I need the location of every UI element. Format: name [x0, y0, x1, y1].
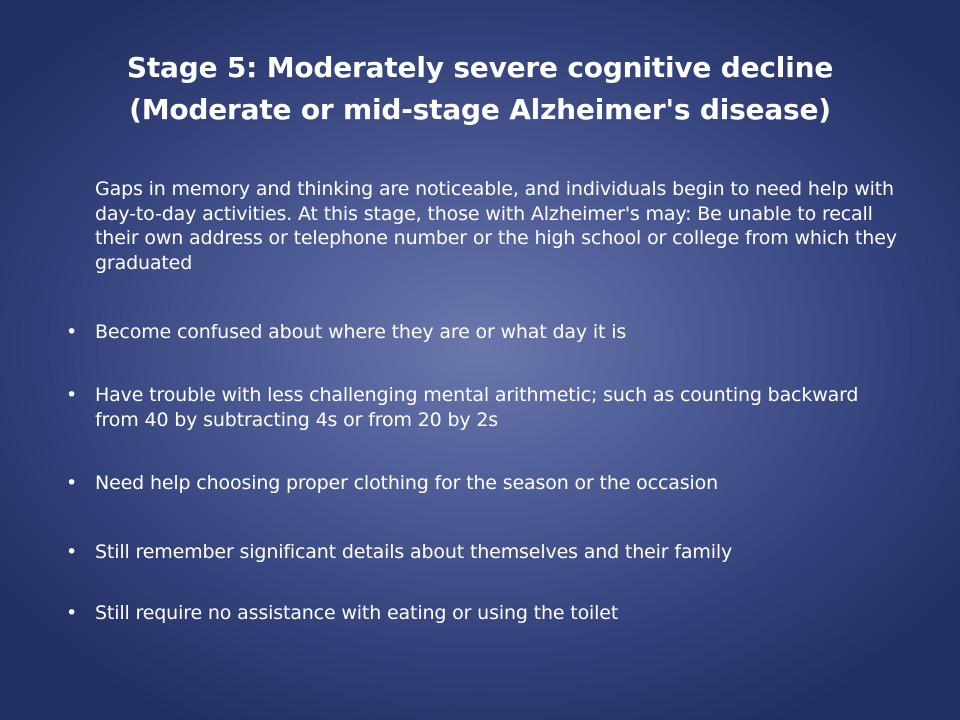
bullet-item-no-assistance: Still require no assistance with eating or using the toilet: [95, 602, 619, 624]
bullet-icon: •: [66, 472, 78, 494]
bullet-icon: •: [66, 541, 78, 563]
slide-title-line-2: (Moderate or mid-stage Alzheimer's disease): [129, 93, 831, 126]
bullet-item-clothing: Need help choosing proper clothing for the season or the occasion: [95, 472, 718, 494]
slide-title: [60, 47, 900, 131]
bullet-item-remember-details: Still remember significant details about themselves and their family: [95, 541, 733, 563]
bullet-icon: •: [66, 602, 78, 624]
intro-paragraph: Gaps in memory and thinking are noticeable, and individuals begin to need help with day-to-day activities. At this stage, those with Alzheimer's may: Be unable to recall their own address or telephone number or the high school or college from which they graduated: [95, 178, 897, 274]
bullet-item-confused: Become confused about where they are or what day it is: [95, 321, 627, 343]
slide-title-line-1: Stage 5: Moderately severe cognitive decline: [126, 51, 834, 84]
bullet-icon: •: [66, 321, 78, 343]
bullet-icon: •: [66, 384, 78, 406]
bullet-item-arithmetic: Have trouble with less challenging mental arithmetic; such as counting backward from 40 by subtracting 4s or from 20 by 2s: [95, 384, 859, 431]
